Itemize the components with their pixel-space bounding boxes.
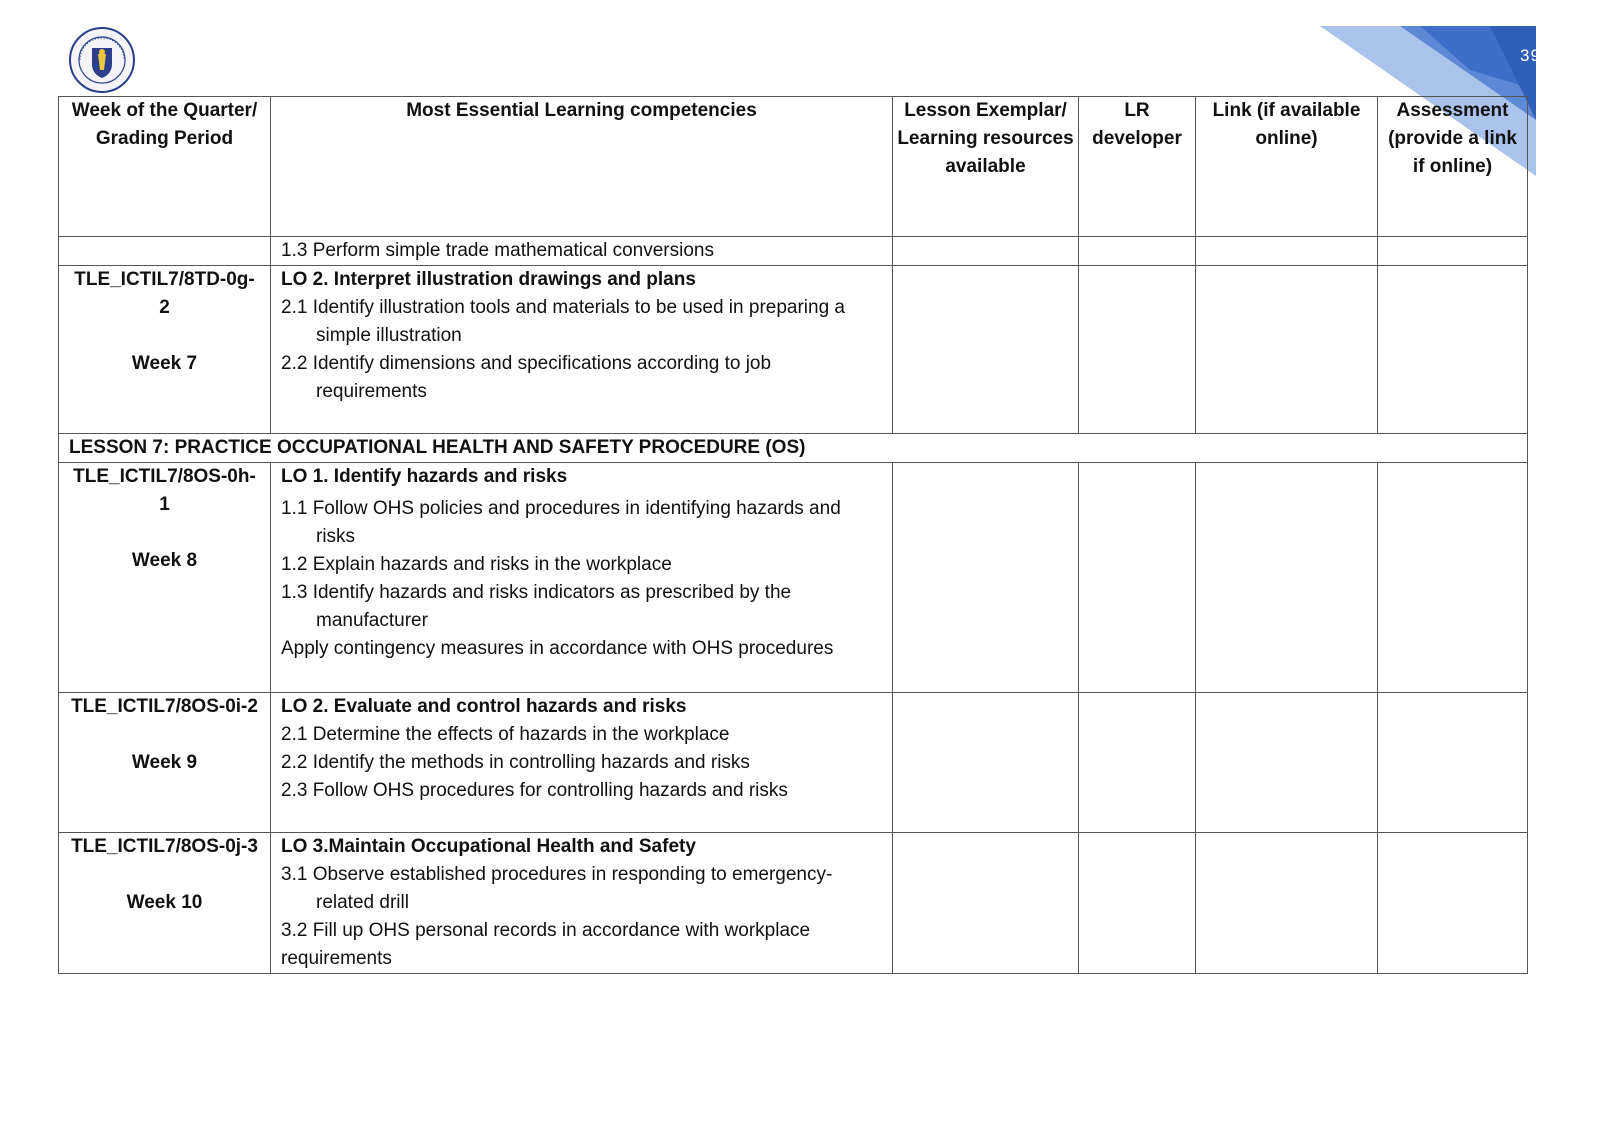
competency-item: 2.2 Identify the methods in controlling hazards and risks [281,752,750,773]
week-cell [59,463,271,693]
table-row [59,266,1528,434]
competency-code: TLE_ICTIL7/8TD-0g-2 [74,269,255,318]
week-cell [59,266,271,434]
header-lr-developer: LR developer [1079,97,1196,237]
week-label: Week 9 [131,752,198,773]
competency-cell [271,463,893,693]
week-label: Week 7 [131,353,198,374]
table-row [59,237,1528,266]
competency-item: 3.1 Observe established procedures in responding to emergency-related drill [281,864,833,913]
table-row [59,693,1528,833]
competency-code: TLE_ICTIL7/8OS-0h-1 [73,466,256,515]
competency-item: 2.2 Identify dimensions and specifications according to job requirements [281,353,772,402]
week-label: Week 8 [131,550,198,571]
header-lesson-exemplar: Lesson Exemplar/ Learning resources available [893,97,1079,237]
lo-heading: LO 1. Identify hazards and risks [281,466,568,487]
lo-heading: LO 2. Interpret illustration drawings and plans [281,269,696,290]
lesson-row [59,434,1528,463]
table-row [59,463,1528,693]
competency-item: 1.2 Explain hazards and risks in the workplace [281,554,672,575]
header-week: Week of the Quarter/ Grading Period [59,97,271,237]
week-cell [59,693,271,833]
page-number: 395 [1520,46,1552,65]
week-cell [59,833,271,974]
week-label: Week 10 [126,892,203,913]
competency-cell [271,693,893,833]
competency-item: 3.2 Fill up OHS personal records in accordance with workplace requirements [281,920,811,969]
competency-code: TLE_ICTIL7/8OS-0j-3 [71,836,258,857]
competency-item: 2.1 Identify illustration tools and materials to be used in preparing a simple illustration [281,297,845,346]
competency-item: Apply contingency measures in accordance with OHS procedures [281,638,834,659]
competency-code: TLE_ICTIL7/8OS-0i-2 [71,696,258,717]
competency-table [58,96,1528,974]
table-row [59,833,1528,974]
lo-heading: LO 2. Evaluate and control hazards and risks [281,696,687,717]
lesson-title: LESSON 7: PRACTICE OCCUPATIONAL HEALTH AND SAFETY PROCEDURE (OS) [59,434,1528,463]
competency-item: 2.1 Determine the effects of hazards in the workplace [281,724,730,745]
competency-cell [271,833,893,974]
competency-item: 1.3 Identify hazards and risks indicators as prescribed by the manufacturer [281,582,792,631]
header-assessment: Assessment (provide a link if online) [1378,97,1528,237]
competency-item: 2.3 Follow OHS procedures for controlling hazards and risks [281,780,788,801]
competency-item: 1.1 Follow OHS policies and procedures in identifying hazards and risks [281,498,841,547]
header-link: Link (if available online) [1196,97,1378,237]
lo-heading: LO 3.Maintain Occupational Health and Safety [281,836,696,857]
carry-over-item: 1.3 Perform simple trade mathematical conversions [271,237,893,266]
competency-cell [271,266,893,434]
header-row [59,97,1528,237]
header-competencies: Most Essential Learning competencies [271,97,893,237]
deped-seal-logo [68,26,136,94]
